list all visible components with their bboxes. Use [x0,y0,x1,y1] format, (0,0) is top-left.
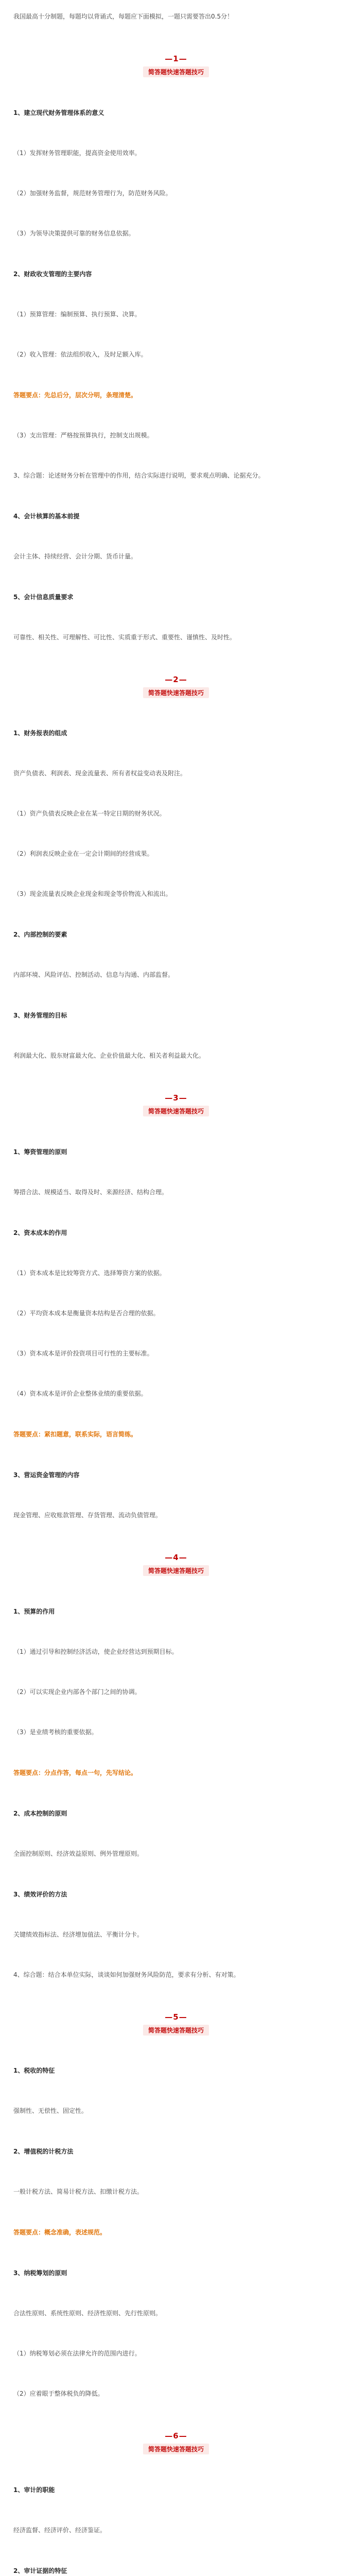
section-title: 简答题快速答题技巧 [143,1106,209,1116]
question-line: 2、增值税的计税方法 [13,2148,74,2156]
answer-line: 内部环境、风险评估、控制活动、信息与沟通、内部监督。 [13,971,174,979]
answer-line: 3、综合题：论述财务分析在管理中的作用，结合实际进行说明，要求观点明确、论据充分。 [13,471,265,479]
section-title: 简答题快速答题技巧 [143,2444,209,2454]
answer-line: 现金管理、应收账款管理、存货管理、流动负债管理。 [13,1511,162,1519]
answer-line: （1）通过引导和控制经济活动，使企业经营达到预期目标。 [13,1648,178,1655]
answer-line: （1）预算管理：编制预算、执行预算、决算。 [13,310,141,318]
highlight-line: 答题要点：紧扣题意，联系实际，语言简练。 [13,1430,137,1438]
answer-line: 可靠性、相关性、可理解性、可比性、实质重于形式、重要性、谨慎性、及时性。 [13,633,236,641]
answer-line: 关键绩效指标法、经济增加值法、平衡计分卡。 [13,1930,144,1938]
answer-line: 一般计税方法、简易计税方法、扣缴计税方法。 [13,2188,144,2196]
section-number: —6— [165,2431,187,2441]
intro-text: 我国最高十分制题，每题均以背诵式，每题应下面模拟，一题只需要答出0.5分！ [13,13,234,20]
section-6-header [13,2429,339,2454]
answer-line: 会计主体、持续经营、会计分期、货币计量。 [13,552,137,560]
answer-line: （2）利润表反映企业在一定会计期间的经营成果。 [13,850,153,858]
section-number: —2— [165,674,187,684]
section-5-header [13,2010,339,2036]
question-line: 2、财政收支管理的主要内容 [13,270,92,278]
answer-line: （2）平均资本成本是衡量资本结构是否合理的依据。 [13,1310,160,1317]
answer-line: （1）资产负债表反映企业在某一特定日期的财务状况。 [13,810,166,818]
section-title: 简答题快速答题技巧 [143,2025,209,2036]
answer-line: 资产负债表、利润表、现金流量表、所有者权益变动表及附注。 [13,770,187,777]
question-line: 1、财务报表的组成 [13,730,67,737]
answer-line: 强制性、无偿性、固定性。 [13,2107,88,2115]
section-4-header [13,1551,339,1576]
answer-line: （1）资本成本是比较筹资方式、选择筹资方案的依据。 [13,1269,166,1277]
answer-line: 利润最大化、股东财富最大化、企业价值最大化、相关者利益最大化。 [13,1052,205,1060]
answer-line: （3）现金流量表反映企业现金和现金等价物流入和流出。 [13,890,172,898]
question-line: 2、资本成本的作用 [13,1229,67,1237]
answer-line: （3）为领导决策提供可靠的财务信息依据。 [13,229,135,237]
question-line: 4、会计核算的基本前提 [13,512,80,520]
section-3-header [13,1091,339,1116]
question-line: 2、内部控制的要素 [13,931,67,939]
section-title: 简答题快速答题技巧 [143,687,209,698]
answer-line: （3）支出管理：严格按预算执行，控制支出规模。 [13,431,153,439]
question-line: 1、建立现代财务管理体系的意义 [13,109,104,116]
section-number: —1— [165,54,187,63]
answer-line: （2）加强财务监督，规范财务管理行为，防范财务风险。 [13,189,172,197]
question-line: 3、绩效评价的方法 [13,1890,67,1898]
answer-line: 全面控制原则、经济效益原则、例外管理原则。 [13,1850,144,1857]
question-line: 3、营运资金管理的内容 [13,1471,80,1479]
answer-line: （3）资本成本是评价投资项目可行性的主要标准。 [13,1350,153,1357]
answer-line: （2）收入管理：依法组织收入，及时足额入库。 [13,350,147,358]
section-title: 简答题快速答题技巧 [143,1565,209,1576]
answer-line: 筹措合法、规模适当、取得及时、来源经济、结构合理。 [13,1189,168,1196]
section-number: —5— [165,2012,187,2022]
answer-line: 合法性原则、系统性原则、经济性原则、先行性原则。 [13,2310,162,2317]
answer-line: 4、综合题：结合本单位实际，谈谈如何加强财务风险防范，要求有分析、有对策。 [13,1971,240,1978]
question-line: 3、纳税筹划的原则 [13,2269,67,2277]
section-title: 简答题快速答题技巧 [143,66,209,77]
highlight-line: 答题要点：分点作答，每点一句，先写结论。 [13,1769,137,1776]
answer-line: （1）纳税筹划必须在法律允许的范围内进行。 [13,2350,141,2358]
question-line: 1、税收的特征 [13,2067,55,2075]
question-line: 3、财务管理的目标 [13,1012,67,1020]
answer-line: （3）是业绩考核的重要依据。 [13,1728,98,1736]
section-1-header [13,52,339,77]
answer-line: （2）应着眼于整体税负的降低。 [13,2390,104,2398]
highlight-line: 答题要点：概念准确，表述规范。 [13,2229,107,2236]
question-line: 1、审计的职能 [13,2486,55,2494]
question-line: 2、审计证据的特征 [13,2567,67,2575]
highlight-line: 答题要点：先总后分，层次分明，条理清楚。 [13,391,137,399]
section-number: —4— [165,1552,187,1562]
section-number: —3— [165,1093,187,1103]
question-line: 1、筹资管理的原则 [13,1148,67,1156]
answer-line: 经济监督、经济评价、经济鉴证。 [13,2527,107,2534]
question-line: 2、成本控制的原则 [13,1809,67,1817]
question-line: 1、预算的作用 [13,1607,55,1615]
answer-line: （4）资本成本是评价企业整体业绩的重要依据。 [13,1389,147,1397]
question-line: 5、会计信息质量要求 [13,593,74,601]
section-2-header [13,673,339,698]
answer-line: （2）可以实现企业内部各个部门之间的协调。 [13,1688,141,1696]
answer-line: （1）发挥财务管理职能，提高资金使用效率。 [13,149,141,157]
